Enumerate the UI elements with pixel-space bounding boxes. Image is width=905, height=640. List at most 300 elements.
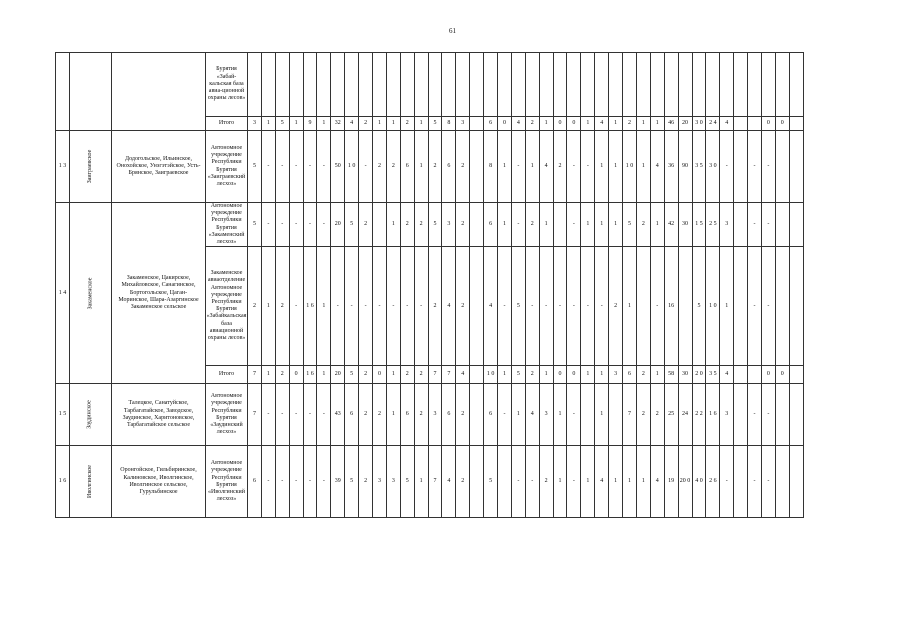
district-label: Иволгинское (87, 465, 93, 499)
value-cell (553, 203, 567, 247)
value-cell: 1 (386, 203, 400, 247)
value-cell: 1 (414, 446, 428, 518)
value-cell: 2 (525, 117, 539, 131)
value-cell: 2 (373, 384, 387, 446)
value-cell: 3 5 (692, 131, 706, 203)
value-cell: 5 (345, 366, 359, 384)
value-cell: - (303, 384, 317, 446)
value-cell (678, 53, 692, 117)
value-cell (789, 131, 803, 203)
value-cell: - (289, 131, 303, 203)
value-cell: 7 (428, 366, 442, 384)
value-cell (581, 384, 595, 446)
value-cell: 32 (331, 117, 345, 131)
value-cell: 1 (720, 247, 734, 366)
value-cell (539, 53, 553, 117)
value-cell: 4 (650, 446, 664, 518)
value-cell (748, 53, 762, 117)
value-cell: 5 (511, 247, 525, 366)
value-cell: 4 (442, 446, 456, 518)
value-cell: 5 (428, 117, 442, 131)
organization-cell: Автономное учреждение Республики Бурятия «Закаменский лесхоз» (206, 203, 248, 247)
value-cell (511, 53, 525, 117)
value-cell: 1 (581, 446, 595, 518)
value-cell: 16 (664, 247, 678, 366)
value-cell: 3 (442, 203, 456, 247)
value-cell (664, 53, 678, 117)
value-cell: 1 (581, 117, 595, 131)
value-cell (498, 446, 512, 518)
value-cell: 2 (650, 384, 664, 446)
value-cell (470, 131, 484, 203)
value-cell (789, 203, 803, 247)
value-cell: 24 (678, 384, 692, 446)
value-cell (775, 384, 789, 446)
value-cell: 8 (484, 131, 498, 203)
value-cell: 0 (775, 117, 789, 131)
district-name (70, 53, 112, 131)
value-cell (623, 53, 637, 117)
value-cell: 4 (720, 117, 734, 131)
value-cell (331, 53, 345, 117)
value-cell: - (317, 384, 331, 446)
value-cell: - (303, 203, 317, 247)
value-cell: 6 (442, 384, 456, 446)
value-cell: 30 (678, 203, 692, 247)
value-cell: - (289, 384, 303, 446)
value-cell (748, 366, 762, 384)
value-cell: 1 (609, 117, 623, 131)
value-cell: 1 (261, 117, 275, 131)
value-cell: - (261, 384, 275, 446)
value-cell: 6 (442, 131, 456, 203)
value-cell (581, 53, 595, 117)
value-cell (317, 53, 331, 117)
value-cell: 58 (664, 366, 678, 384)
value-cell: 2 (248, 247, 262, 366)
value-cell: 1 (553, 446, 567, 518)
value-cell: 3 0 (706, 131, 720, 203)
value-cell: - (567, 131, 581, 203)
value-cell: 2 (373, 131, 387, 203)
value-cell (734, 53, 748, 117)
value-cell (359, 53, 373, 117)
value-cell: 5 (484, 446, 498, 518)
value-cell (706, 53, 720, 117)
district-name (70, 384, 112, 446)
value-cell (775, 131, 789, 203)
district-name (70, 203, 112, 384)
value-cell (734, 203, 748, 247)
value-cell: 4 (650, 131, 664, 203)
value-cell: 20 (331, 203, 345, 247)
value-cell: 2 (636, 384, 650, 446)
value-cell: 5 (248, 131, 262, 203)
value-cell (636, 247, 650, 366)
value-cell: 1 (386, 384, 400, 446)
value-cell: 1 (581, 366, 595, 384)
value-cell: - (317, 446, 331, 518)
organization-cell: Бурятия «Забай-кальская база авиа-ционной охраны лесов» (206, 53, 248, 117)
value-cell: 1 (595, 366, 609, 384)
value-cell: 0 (373, 366, 387, 384)
value-cell: 6 (248, 446, 262, 518)
value-cell: 4 0 (692, 446, 706, 518)
value-cell: 1 (650, 366, 664, 384)
value-cell: - (275, 446, 289, 518)
value-cell: 25 (664, 384, 678, 446)
value-cell: 5 (428, 203, 442, 247)
value-cell: 5 (248, 203, 262, 247)
value-cell (289, 53, 303, 117)
value-cell: - (748, 446, 762, 518)
value-cell: - (414, 247, 428, 366)
value-cell (789, 117, 803, 131)
value-cell: 1 (595, 384, 609, 446)
value-cell: - (317, 131, 331, 203)
value-cell: 2 6 (706, 446, 720, 518)
row-number: 1 3 (56, 131, 70, 203)
value-cell: - (275, 131, 289, 203)
value-cell: - (275, 384, 289, 446)
value-cell (373, 53, 387, 117)
value-cell: 4 (720, 366, 734, 384)
value-cell: 2 (359, 384, 373, 446)
value-cell: - (748, 247, 762, 366)
value-cell: 39 (331, 446, 345, 518)
value-cell (470, 366, 484, 384)
value-cell: - (289, 247, 303, 366)
value-cell (775, 446, 789, 518)
value-cell: 0 (567, 366, 581, 384)
value-cell: - (400, 247, 414, 366)
value-cell: - (289, 203, 303, 247)
value-cell (775, 247, 789, 366)
value-cell (636, 53, 650, 117)
value-cell: 0 (553, 117, 567, 131)
value-cell: - (748, 131, 762, 203)
value-cell: 36 (664, 131, 678, 203)
district-name (70, 131, 112, 203)
value-cell (470, 446, 484, 518)
value-cell: 3 (386, 446, 400, 518)
value-cell: - (511, 446, 525, 518)
organization-cell: Автономное учреждение Республики Бурятия «Иволгинский лесхоз» (206, 446, 248, 518)
value-cell: 7 (623, 384, 637, 446)
value-cell: 2 (609, 247, 623, 366)
value-cell (456, 53, 470, 117)
value-cell: 3 (248, 117, 262, 131)
value-cell: 1 (317, 366, 331, 384)
value-cell: 1 (636, 117, 650, 131)
value-cell: 1 (650, 203, 664, 247)
value-cell: 2 (623, 117, 637, 131)
value-cell: 1 (511, 384, 525, 446)
value-cell: 3 5 (706, 366, 720, 384)
value-cell: 1 6 (706, 384, 720, 446)
value-cell: 1 (386, 366, 400, 384)
value-cell: 2 (539, 446, 553, 518)
value-cell: 1 (261, 366, 275, 384)
value-cell (609, 384, 623, 446)
value-cell: 2 (636, 203, 650, 247)
row-number (56, 53, 70, 131)
value-cell: - (567, 446, 581, 518)
table-row (56, 446, 804, 518)
value-cell (734, 247, 748, 366)
value-cell: 2 (414, 384, 428, 446)
value-cell: 1 (636, 131, 650, 203)
value-cell: 2 (456, 131, 470, 203)
value-cell (789, 247, 803, 366)
district-label: Закаменское (87, 277, 93, 310)
settlements-list: Закаменское, Цакирское, Михайловское, Санагинское, Бортогольское, Цаган-Моринское, Шара-Азаргинское Закаменское сельское (112, 203, 206, 384)
value-cell: 6 (484, 203, 498, 247)
value-cell: 2 (386, 131, 400, 203)
district-name (70, 446, 112, 518)
value-cell: 4 (442, 247, 456, 366)
value-cell: 2 (275, 366, 289, 384)
value-cell: 4 (595, 446, 609, 518)
value-cell: 3 (456, 117, 470, 131)
value-cell (678, 247, 692, 366)
value-cell: - (761, 384, 775, 446)
value-cell (386, 53, 400, 117)
value-cell: 1 0 (484, 366, 498, 384)
value-cell: 1 (498, 366, 512, 384)
value-cell (470, 247, 484, 366)
value-cell: 6 (400, 131, 414, 203)
value-cell: 0 (775, 366, 789, 384)
value-cell: - (261, 203, 275, 247)
value-cell (345, 53, 359, 117)
table-row (56, 131, 804, 203)
value-cell: - (317, 203, 331, 247)
value-cell: 5 (692, 247, 706, 366)
value-cell: 7 (248, 366, 262, 384)
value-cell (692, 53, 706, 117)
value-cell: 2 (400, 203, 414, 247)
organization-cell: Закаменское авиаотделение Автономное учреждение Республики Бурятия «Забайкальская база авиационной охраны лесов» (206, 247, 248, 366)
value-cell: 7 (442, 366, 456, 384)
value-cell: 2 5 (706, 203, 720, 247)
value-cell: 2 (359, 203, 373, 247)
settlements-list: Додогольское, Ильинское, Онохойское, Унэгэтэйское, Усть-Брянское, Заиграевское (112, 131, 206, 203)
value-cell: - (720, 131, 734, 203)
value-cell (303, 53, 317, 117)
value-cell: - (650, 247, 664, 366)
value-cell (775, 203, 789, 247)
value-cell: 1 (373, 117, 387, 131)
value-cell (789, 384, 803, 446)
value-cell (595, 53, 609, 117)
value-cell: 1 (581, 203, 595, 247)
value-cell: 1 6 (303, 366, 317, 384)
value-cell: 1 (636, 446, 650, 518)
value-cell: - (261, 446, 275, 518)
value-cell (789, 446, 803, 518)
value-cell: 30 (678, 366, 692, 384)
value-cell: 1 (595, 203, 609, 247)
value-cell: 2 (359, 117, 373, 131)
value-cell: - (359, 247, 373, 366)
value-cell (498, 53, 512, 117)
value-cell: 1 (609, 131, 623, 203)
value-cell: 1 (261, 247, 275, 366)
value-cell: 2 (400, 366, 414, 384)
row-number: 1 6 (56, 446, 70, 518)
organization-cell: Итого (206, 117, 248, 131)
settlements-list: Талецкое, Санатуйское, Тарбагатайское, Заводское, Заудинское, Харитоновское, Тарбагатайское сельское (112, 384, 206, 446)
value-cell (484, 53, 498, 117)
value-cell: 1 (525, 131, 539, 203)
value-cell (734, 117, 748, 131)
value-cell: 4 (595, 117, 609, 131)
value-cell: - (373, 247, 387, 366)
value-cell: 7 (248, 384, 262, 446)
value-cell: 1 (498, 203, 512, 247)
value-cell: 1 (289, 117, 303, 131)
value-cell (470, 384, 484, 446)
value-cell: - (331, 247, 345, 366)
value-cell: - (261, 131, 275, 203)
value-cell: 20 0 (678, 446, 692, 518)
page-number: 61 (449, 27, 456, 35)
value-cell (248, 53, 262, 117)
value-cell: 20 (678, 117, 692, 131)
value-cell: - (275, 203, 289, 247)
value-cell: 3 (428, 384, 442, 446)
value-cell: 1 (414, 117, 428, 131)
value-cell: 0 (761, 366, 775, 384)
value-cell: - (511, 131, 525, 203)
table-row (56, 203, 804, 247)
value-cell: 2 4 (706, 117, 720, 131)
value-cell: 1 (650, 117, 664, 131)
value-cell (789, 366, 803, 384)
value-cell: 2 (456, 247, 470, 366)
value-cell: 6 (345, 384, 359, 446)
value-cell: 1 0 (345, 131, 359, 203)
value-cell: 43 (331, 384, 345, 446)
value-cell: 2 (428, 131, 442, 203)
value-cell (734, 384, 748, 446)
value-cell: 7 (428, 446, 442, 518)
value-cell: 20 (331, 366, 345, 384)
organization-cell: Итого (206, 366, 248, 384)
value-cell: - (595, 247, 609, 366)
value-cell: 0 (498, 117, 512, 131)
value-cell: - (539, 247, 553, 366)
value-cell: - (498, 247, 512, 366)
value-cell: - (359, 131, 373, 203)
value-cell: 6 (400, 384, 414, 446)
value-cell: - (761, 131, 775, 203)
settlements-list (112, 53, 206, 131)
value-cell: 1 (317, 247, 331, 366)
value-cell: - (303, 446, 317, 518)
value-cell: 1 (553, 384, 567, 446)
value-cell (261, 53, 275, 117)
value-cell: 5 (275, 117, 289, 131)
value-cell: 1 (414, 131, 428, 203)
value-cell: - (761, 247, 775, 366)
value-cell (734, 446, 748, 518)
value-cell (373, 203, 387, 247)
value-cell (775, 53, 789, 117)
value-cell: - (748, 384, 762, 446)
value-cell: - (511, 203, 525, 247)
table-row (56, 384, 804, 446)
value-cell: 6 (484, 117, 498, 131)
value-cell: - (386, 247, 400, 366)
value-cell (470, 53, 484, 117)
value-cell: - (748, 203, 762, 247)
value-cell: 9 (303, 117, 317, 131)
value-cell: 5 (511, 366, 525, 384)
value-cell: 2 (525, 203, 539, 247)
value-cell: - (567, 203, 581, 247)
value-cell: 2 (456, 446, 470, 518)
value-cell: 2 (636, 366, 650, 384)
value-cell: 5 (345, 446, 359, 518)
value-cell: 1 (595, 131, 609, 203)
value-cell: - (345, 247, 359, 366)
value-cell (734, 366, 748, 384)
value-cell (609, 53, 623, 117)
value-cell: 4 (484, 247, 498, 366)
value-cell: 46 (664, 117, 678, 131)
value-cell: 2 (359, 366, 373, 384)
value-cell: 2 (414, 203, 428, 247)
value-cell: 4 (525, 384, 539, 446)
value-cell: 4 (456, 366, 470, 384)
value-cell: - (567, 384, 581, 446)
forest-fire-resources-table (55, 52, 804, 518)
value-cell: - (761, 203, 775, 247)
value-cell: 5 (345, 203, 359, 247)
value-cell: 90 (678, 131, 692, 203)
value-cell: 2 (359, 446, 373, 518)
value-cell (567, 53, 581, 117)
value-cell: 4 (345, 117, 359, 131)
value-cell: 3 (373, 446, 387, 518)
value-cell (525, 53, 539, 117)
value-cell: 5 (623, 203, 637, 247)
district-label: Заудинское (86, 400, 93, 429)
value-cell: 1 (539, 117, 553, 131)
value-cell (761, 53, 775, 117)
value-cell: 6 (484, 384, 498, 446)
value-cell: 2 (553, 131, 567, 203)
value-cell: 6 (623, 366, 637, 384)
value-cell: 2 (456, 203, 470, 247)
value-cell (650, 53, 664, 117)
value-cell: 0 (567, 117, 581, 131)
value-cell: 42 (664, 203, 678, 247)
value-cell (428, 53, 442, 117)
value-cell: - (553, 247, 567, 366)
value-cell (442, 53, 456, 117)
value-cell (400, 53, 414, 117)
value-cell: - (525, 446, 539, 518)
value-cell: 1 (623, 446, 637, 518)
value-cell: 2 (456, 384, 470, 446)
row-number: 1 4 (56, 203, 70, 384)
organization-cell: Автономное учреждение Республики Бурятия «Заудинский лесхоз» (206, 384, 248, 446)
value-cell: 8 (442, 117, 456, 131)
value-cell: 1 (498, 131, 512, 203)
